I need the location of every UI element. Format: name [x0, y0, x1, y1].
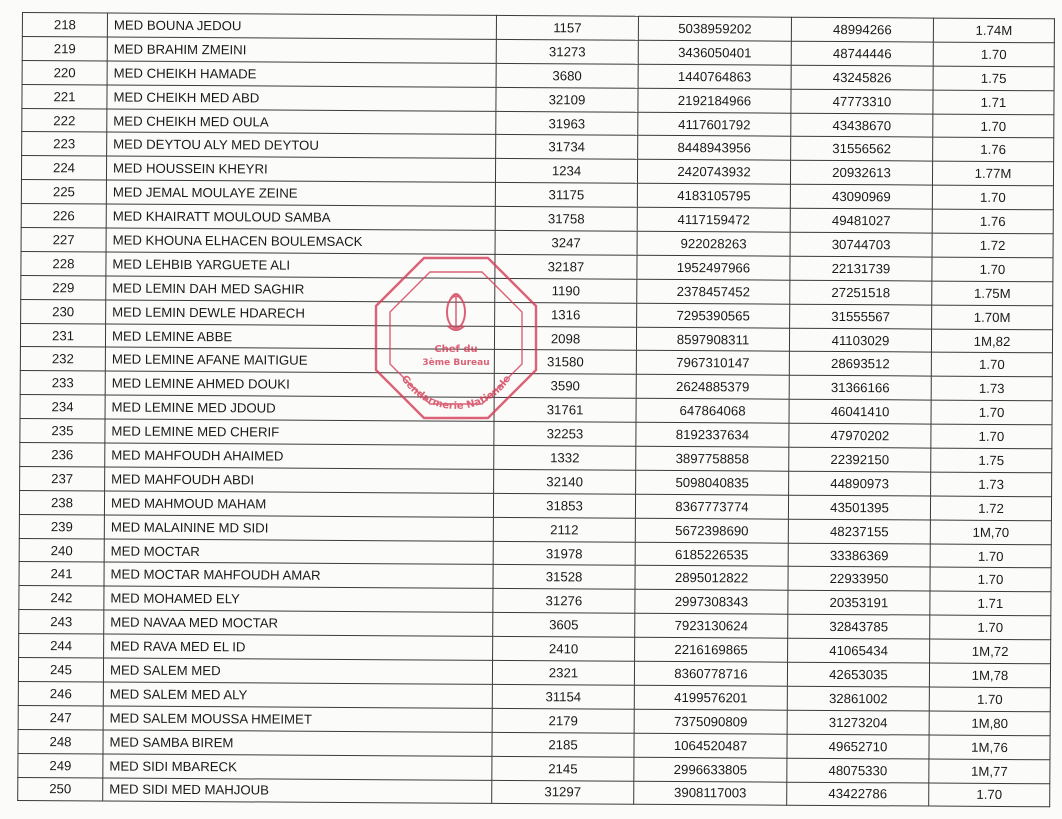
- id-number-cell: 922028263: [637, 231, 790, 256]
- name-cell: MED MAHFOUDH AHAIMED: [105, 443, 494, 469]
- name-cell: MED BRAHIM ZMEINI: [107, 37, 496, 63]
- number-cell: 2145: [492, 756, 634, 781]
- id-number-cell: 8192337634: [636, 422, 789, 447]
- phone-cell: 49652710: [787, 734, 929, 759]
- name-cell: MED SIDI MBARECK: [103, 754, 492, 780]
- name-cell: MED DEYTOU ALY MED DEYTOU: [107, 132, 496, 158]
- number-cell: 3590: [494, 374, 636, 399]
- number-cell: 32187: [495, 254, 637, 279]
- height-cell: 1.70: [933, 42, 1054, 67]
- height-cell: 1M,70: [930, 520, 1051, 545]
- phone-cell: 47773310: [791, 89, 933, 114]
- number-cell: 1332: [494, 445, 636, 470]
- id-number-cell: 8597908311: [636, 327, 789, 352]
- phone-cell: 44890973: [789, 471, 931, 496]
- name-cell: MED SAMBA BIREM: [103, 730, 492, 756]
- name-cell: MED SIDI MED MAHJOUB: [103, 778, 492, 804]
- height-cell: 1.70: [930, 544, 1051, 569]
- phone-cell: 28693512: [789, 352, 931, 377]
- number-cell: 2098: [494, 326, 636, 351]
- height-cell: 1.70: [933, 114, 1054, 139]
- id-number-cell: 4117601792: [638, 112, 791, 137]
- height-cell: 1.70: [931, 424, 1052, 449]
- phone-cell: 32843785: [788, 614, 930, 639]
- table-row: [18, 777, 1050, 807]
- number-cell: 31963: [496, 111, 638, 136]
- number-cell: 31273: [496, 39, 638, 64]
- id-number-cell: 2216169865: [635, 637, 788, 662]
- id-number-cell: 4183105795: [637, 183, 790, 208]
- id-number-cell: 2378457452: [637, 279, 790, 304]
- name-cell: MED MOCTAR: [104, 539, 493, 565]
- row-number-cell: 242: [19, 586, 104, 610]
- phone-cell: 48237155: [788, 519, 930, 544]
- id-number-cell: 8448943956: [638, 136, 791, 161]
- number-cell: 2112: [493, 517, 635, 542]
- name-cell: MED CHEIKH MED ABD: [107, 85, 496, 111]
- number-cell: 32140: [494, 469, 636, 494]
- name-cell: MED LEMINE AHMED DOUKI: [105, 371, 494, 397]
- height-cell: 1M,78: [929, 663, 1050, 688]
- height-cell: 1.71: [933, 90, 1054, 115]
- phone-cell: 41103029: [789, 328, 931, 353]
- name-cell: MED HOUSSEIN KHEYRI: [106, 156, 495, 182]
- number-cell: 1316: [495, 302, 637, 327]
- name-cell: MED KHOUNA ELHACEN BOULEMSACK: [106, 228, 495, 254]
- stamp-ring-text: Gendarmerie Nationale: [398, 373, 514, 413]
- phone-cell: 43422786: [787, 782, 929, 807]
- height-cell: 1.75: [933, 66, 1054, 91]
- name-cell: MED MOHAMED ELY: [104, 586, 493, 612]
- height-cell: 1M,80: [929, 711, 1050, 736]
- phone-cell: 43501395: [788, 495, 930, 520]
- row-number-cell: 245: [18, 658, 103, 682]
- row-number-cell: 227: [21, 228, 106, 252]
- height-cell: 1.70: [930, 568, 1051, 593]
- name-cell: MED LEMINE ABBE: [105, 324, 494, 350]
- id-number-cell: 5098040835: [636, 470, 789, 495]
- id-number-cell: 7295390565: [637, 303, 790, 328]
- row-number-cell: 218: [22, 13, 107, 37]
- phone-cell: 30744703: [790, 232, 932, 257]
- row-number-cell: 219: [22, 36, 107, 60]
- height-cell: 1.70: [932, 257, 1053, 282]
- number-cell: 31528: [493, 565, 635, 590]
- number-cell: 32109: [496, 87, 638, 112]
- name-cell: MED SALEM MED ALY: [103, 682, 492, 708]
- name-cell: MED CHEIKH MED OULA: [107, 109, 496, 135]
- height-cell: 1M,77: [929, 759, 1050, 784]
- id-number-cell: 8367773774: [635, 494, 788, 519]
- name-cell: MED SALEM MOUSSA HMEIMET: [103, 706, 492, 732]
- height-cell: 1.70: [931, 353, 1052, 378]
- height-cell: 1.76: [932, 209, 1053, 234]
- id-number-cell: 2997308343: [635, 590, 788, 615]
- row-number-cell: 220: [22, 60, 107, 84]
- number-cell: 31580: [494, 350, 636, 375]
- phone-cell: 31555567: [790, 304, 932, 329]
- id-number-cell: 1952497966: [637, 255, 790, 280]
- number-cell: 31276: [493, 589, 635, 614]
- phone-cell: 22933950: [788, 567, 930, 592]
- id-number-cell: 647864068: [636, 399, 789, 424]
- id-number-cell: 7967310147: [636, 351, 789, 376]
- row-number-cell: 241: [19, 562, 104, 586]
- height-cell: 1.70: [930, 615, 1051, 640]
- id-number-cell: 3436050401: [638, 40, 791, 65]
- phone-cell: 20353191: [788, 591, 930, 616]
- number-cell: 31175: [495, 183, 637, 208]
- number-cell: 31761: [494, 398, 636, 423]
- number-cell: 31734: [496, 135, 638, 160]
- roster-body: [18, 13, 1055, 808]
- phone-cell: 47970202: [789, 423, 931, 448]
- name-cell: MED CHEIKH HAMADE: [107, 61, 496, 87]
- phone-cell: 43245826: [791, 65, 933, 90]
- name-cell: MED LEMINE MED JDOUD: [105, 395, 494, 421]
- row-number-cell: 229: [21, 275, 106, 299]
- number-cell: 32253: [494, 422, 636, 447]
- number-cell: 1234: [495, 159, 637, 184]
- phone-cell: 27251518: [790, 280, 932, 305]
- id-number-cell: 2624885379: [636, 375, 789, 400]
- height-cell: 1.70: [932, 185, 1053, 210]
- row-number-cell: 224: [21, 156, 106, 180]
- id-number-cell: 2895012822: [635, 566, 788, 591]
- name-cell: MED NAVAA MED MOCTAR: [104, 610, 493, 636]
- height-cell: 1.74M: [933, 18, 1054, 43]
- row-number-cell: 232: [20, 347, 105, 371]
- row-number-cell: 243: [19, 610, 104, 634]
- phone-cell: 48744446: [791, 41, 933, 66]
- row-number-cell: 236: [20, 443, 105, 467]
- document-sheet: [17, 12, 1054, 808]
- phone-cell: 31556562: [791, 137, 933, 162]
- height-cell: 1.70M: [932, 305, 1053, 330]
- height-cell: 1M,76: [929, 735, 1050, 760]
- id-number-cell: 4199576201: [634, 685, 787, 710]
- phone-cell: 31366166: [789, 376, 931, 401]
- number-cell: 2321: [492, 660, 634, 685]
- number-cell: 1190: [495, 278, 637, 303]
- name-cell: MED LEMIN DEWLE HDARECH: [106, 300, 495, 326]
- row-number-cell: 233: [20, 371, 105, 395]
- id-number-cell: 2192184966: [638, 88, 791, 113]
- id-number-cell: 6185226535: [635, 542, 788, 567]
- name-cell: MED KHAIRATT MOULOUD SAMBA: [106, 204, 495, 230]
- id-number-cell: 7923130624: [635, 614, 788, 639]
- name-cell: MED JEMAL MOULAYE ZEINE: [106, 180, 495, 206]
- number-cell: 31853: [493, 493, 635, 518]
- height-cell: 1.71: [930, 591, 1051, 616]
- name-cell: MED MAHFOUDH ABDI: [105, 467, 494, 493]
- height-cell: 1.76: [933, 138, 1054, 163]
- name-cell: MED LEMINE AFANE MAITIGUE: [105, 347, 494, 373]
- number-cell: 3605: [493, 613, 635, 638]
- name-cell: MED LEHBIB YARGUETE ALI: [106, 252, 495, 278]
- phone-cell: 48075330: [787, 758, 929, 783]
- height-cell: 1.77M: [932, 161, 1053, 186]
- id-number-cell: 1440764863: [638, 64, 791, 89]
- number-cell: 1157: [496, 15, 638, 40]
- name-cell: MED MOCTAR MAHFOUDH AMAR: [104, 562, 493, 588]
- number-cell: 3247: [495, 230, 637, 255]
- name-cell: MED MALAININE MD SIDI: [104, 515, 493, 541]
- height-cell: 1.75M: [932, 281, 1053, 306]
- phone-cell: 42653035: [787, 662, 929, 687]
- row-number-cell: 228: [21, 251, 106, 275]
- row-number-cell: 234: [20, 395, 105, 419]
- row-number-cell: 225: [21, 180, 106, 204]
- height-cell: 1.73: [931, 472, 1052, 497]
- phone-cell: 49481027: [790, 208, 932, 233]
- height-cell: 1.72: [932, 233, 1053, 258]
- height-cell: 1M,82: [931, 329, 1052, 354]
- height-cell: 1.72: [930, 496, 1051, 521]
- number-cell: 3680: [496, 63, 638, 88]
- row-number-cell: 247: [18, 705, 103, 729]
- number-cell: 2410: [493, 637, 635, 662]
- row-number-cell: 223: [22, 132, 107, 156]
- phone-cell: 33386369: [788, 543, 930, 568]
- id-number-cell: 5672398690: [635, 518, 788, 543]
- name-cell: MED BOUNA JEDOU: [107, 13, 496, 39]
- row-number-cell: 235: [20, 419, 105, 443]
- name-cell: MED MAHMOUD MAHAM: [104, 491, 493, 517]
- number-cell: 31297: [492, 780, 634, 805]
- id-number-cell: 5038959202: [638, 16, 791, 41]
- roster-table: [17, 12, 1055, 808]
- phone-cell: 32861002: [787, 686, 929, 711]
- row-number-cell: 246: [18, 681, 103, 705]
- row-number-cell: 222: [22, 108, 107, 132]
- phone-cell: 20932613: [790, 161, 932, 186]
- row-number-cell: 231: [20, 323, 105, 347]
- name-cell: MED LEMIN DAH MED SAGHIR: [106, 276, 495, 302]
- phone-cell: 22392150: [789, 447, 931, 472]
- row-number-cell: 238: [19, 490, 104, 514]
- row-number-cell: 226: [21, 204, 106, 228]
- height-cell: 1.73: [931, 376, 1052, 401]
- stamp-text-line-2: 3ème Bureau: [422, 358, 490, 368]
- name-cell: MED LEMINE MED CHERIF: [105, 419, 494, 445]
- id-number-cell: 3908117003: [634, 781, 787, 806]
- height-cell: 1.70: [931, 400, 1052, 425]
- name-cell: MED SALEM MED: [103, 658, 492, 684]
- stamp-text-line-1: Chef du: [434, 344, 478, 355]
- phone-cell: 43090969: [790, 184, 932, 209]
- phone-cell: 31273204: [787, 710, 929, 735]
- name-cell: MED RAVA MED EL ID: [104, 634, 493, 660]
- phone-cell: 22131739: [790, 256, 932, 281]
- row-number-cell: 221: [22, 84, 107, 108]
- row-number-cell: 239: [19, 514, 104, 538]
- number-cell: 2185: [492, 732, 634, 757]
- row-number-cell: 230: [21, 299, 106, 323]
- row-number-cell: 248: [18, 729, 103, 753]
- height-cell: 1M,72: [930, 639, 1051, 664]
- row-number-cell: 250: [18, 777, 103, 801]
- row-number-cell: 240: [19, 538, 104, 562]
- number-cell: 31154: [492, 684, 634, 709]
- row-number-cell: 237: [20, 466, 105, 490]
- id-number-cell: 2420743932: [637, 160, 790, 185]
- id-number-cell: 7375090809: [634, 709, 787, 734]
- phone-cell: 43438670: [791, 113, 933, 138]
- number-cell: 2179: [492, 708, 634, 733]
- number-cell: 31978: [493, 541, 635, 566]
- height-cell: 1.75: [931, 448, 1052, 473]
- phone-cell: 46041410: [789, 399, 931, 424]
- id-number-cell: 2996633805: [634, 757, 787, 782]
- height-cell: 1.70: [929, 783, 1050, 808]
- number-cell: 31758: [495, 207, 637, 232]
- id-number-cell: 3897758858: [636, 446, 789, 471]
- phone-cell: 48994266: [791, 17, 933, 42]
- id-number-cell: 4117159472: [637, 207, 790, 232]
- id-number-cell: 8360778716: [634, 661, 787, 686]
- height-cell: 1.70: [929, 687, 1050, 712]
- id-number-cell: 1064520487: [634, 733, 787, 758]
- row-number-cell: 244: [19, 634, 104, 658]
- row-number-cell: 249: [18, 753, 103, 777]
- phone-cell: 41065434: [788, 638, 930, 663]
